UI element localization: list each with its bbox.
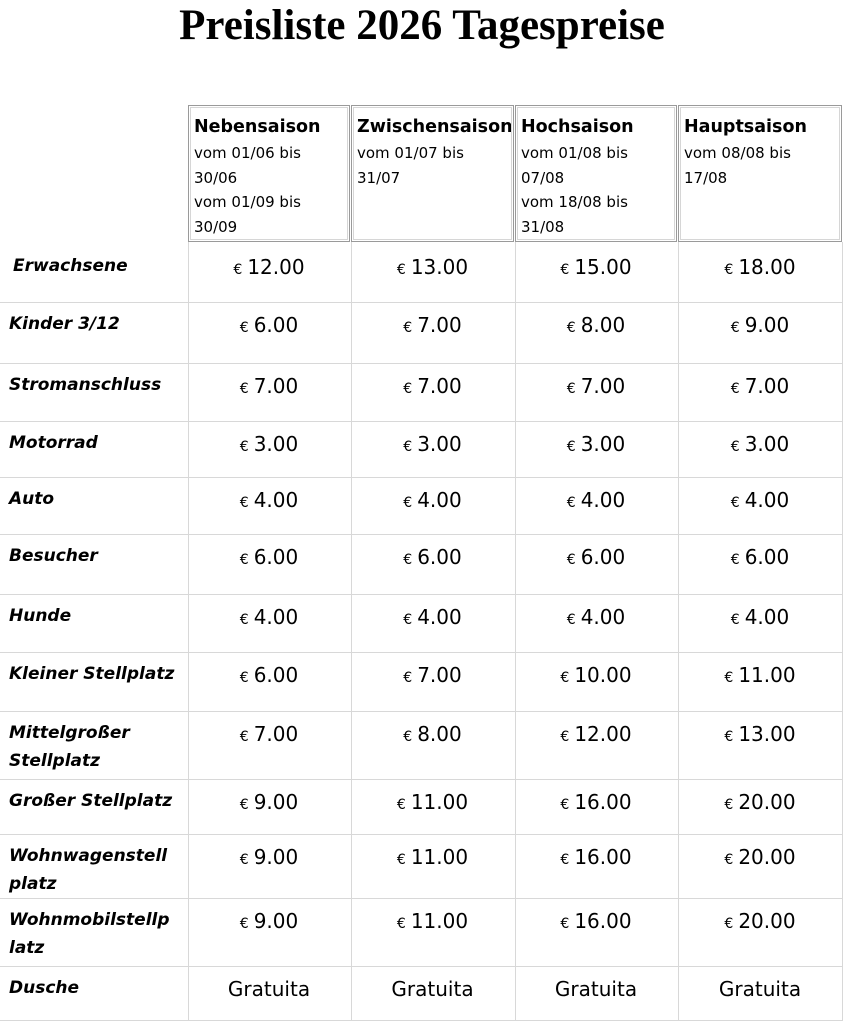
euro-sign: € (566, 439, 576, 455)
price-cell (678, 661, 842, 692)
price-cell (678, 311, 842, 342)
row-label-besucher (9, 542, 187, 570)
price-cell (188, 603, 350, 634)
grid-line (0, 779, 843, 780)
price-value: 6.00 (417, 545, 462, 569)
row-label-part: Dusche (9, 978, 80, 998)
price-value: 6.00 (253, 313, 299, 337)
euro-sign: € (403, 320, 413, 336)
price-cell (351, 975, 514, 1003)
price-cell (515, 603, 677, 634)
price-value: 3.00 (744, 432, 790, 456)
price-cell (351, 788, 514, 819)
price-value: 9.00 (253, 790, 299, 814)
euro-sign: € (566, 552, 576, 568)
season-period: vom 01/07 bis (357, 144, 464, 162)
season-period: vom 18/08 bis (521, 193, 628, 211)
price-value: 16.00 (574, 909, 632, 933)
row-label-part: Motorrad (9, 433, 98, 453)
price-cell (188, 907, 350, 938)
price-value: 7.00 (253, 374, 299, 398)
euro-sign: € (724, 670, 734, 686)
price-value: 3.00 (253, 432, 299, 456)
euro-sign: € (403, 381, 413, 397)
euro-sign: € (239, 797, 249, 813)
euro-sign: € (724, 916, 734, 932)
euro-sign: € (560, 916, 570, 932)
price-cell (351, 843, 514, 874)
euro-sign: € (560, 797, 570, 813)
euro-sign: € (566, 612, 576, 628)
euro-sign: € (396, 916, 406, 932)
price-value: 6.00 (580, 545, 626, 569)
euro-sign: € (724, 797, 734, 813)
price-value: 7.00 (580, 374, 626, 398)
price-value: 4.00 (744, 488, 790, 512)
row-label-part: Besucher (9, 546, 98, 566)
price-value: 20.00 (738, 790, 796, 814)
price-cell (188, 543, 350, 574)
price-cell (188, 486, 350, 517)
season-period: 07/08 (521, 168, 565, 187)
price-value: 6.00 (253, 663, 299, 687)
price-value: 4.00 (417, 605, 462, 629)
price-cell (188, 661, 350, 692)
price-cell (188, 720, 350, 751)
grid-line (0, 898, 843, 899)
season-period: 30/06 (194, 168, 238, 187)
euro-sign: € (566, 381, 576, 397)
price-value: 3.00 (580, 432, 626, 456)
season-header-hauptsaison (678, 105, 842, 242)
price-cell (678, 843, 842, 874)
row-label-part: Kinder 3/12 (9, 314, 120, 334)
price-cell (188, 253, 350, 284)
price-value: 11.00 (738, 663, 796, 687)
page-title: Preisliste 2026 Tagespreise (179, 2, 665, 49)
price-value: 4.00 (580, 605, 626, 629)
grid-line (0, 711, 843, 712)
price-value: 12.00 (574, 722, 632, 746)
price-cell (188, 311, 350, 342)
euro-sign: € (724, 262, 734, 278)
euro-sign: € (724, 852, 734, 868)
grid-line (0, 594, 843, 595)
row-label-hunde (9, 602, 187, 630)
euro-sign: € (239, 495, 249, 511)
euro-sign: € (730, 381, 740, 397)
price-cell (515, 975, 677, 1003)
price-value: 9.00 (253, 909, 299, 933)
grid-line (842, 242, 843, 1020)
grid-line (0, 652, 843, 653)
price-value: 4.00 (253, 488, 299, 512)
price-value: 10.00 (574, 663, 632, 687)
euro-sign: € (403, 439, 413, 455)
row-label-part: Stellplatz (9, 751, 101, 771)
euro-sign: € (233, 262, 243, 278)
row-label-part: Stromanschluss (9, 375, 162, 395)
price-cell (188, 975, 350, 1003)
row-label-erwachsene (13, 252, 191, 280)
price-value: 7.00 (253, 722, 299, 746)
price-value: 13.00 (410, 255, 469, 279)
price-value: 11.00 (410, 909, 469, 933)
row-label-mittelgroßerstellplatz (9, 719, 187, 775)
price-cell (351, 907, 514, 938)
euro-sign: € (560, 852, 570, 868)
euro-sign: € (239, 320, 249, 336)
euro-sign: € (730, 439, 740, 455)
row-label-part: Wohnmobilstellp (9, 910, 170, 930)
season-name: Nebensaison (194, 117, 321, 137)
row-label-auto (9, 485, 187, 513)
euro-sign: € (724, 729, 734, 745)
euro-sign: € (239, 552, 249, 568)
price-value: 12.00 (247, 255, 305, 279)
row-label-kinder312 (9, 310, 187, 338)
price-cell (515, 430, 677, 461)
price-value: 4.00 (580, 488, 626, 512)
price-cell (188, 430, 350, 461)
price-value: 16.00 (574, 790, 632, 814)
price-cell (515, 311, 677, 342)
euro-sign: € (396, 797, 406, 813)
row-label-part: Auto (9, 489, 55, 509)
price-value: 13.00 (738, 722, 796, 746)
euro-sign: € (730, 612, 740, 628)
season-period: 30/09 (194, 217, 238, 236)
euro-sign: € (730, 495, 740, 511)
price-cell (678, 788, 842, 819)
row-label-kleinerstellplatz (9, 660, 187, 688)
price-cell (678, 486, 842, 517)
season-period: vom 08/08 bis (684, 144, 791, 162)
season-name: Hochsaison (521, 117, 634, 137)
row-label-dusche (9, 974, 187, 1002)
price-value: Gratuita (718, 977, 802, 1001)
euro-sign: € (560, 729, 570, 745)
season-period: vom 01/08 bis (521, 144, 628, 162)
price-cell (351, 543, 514, 574)
euro-sign: € (403, 612, 413, 628)
price-cell (188, 788, 350, 819)
row-label-part: Hunde (9, 606, 72, 626)
price-value: 7.00 (744, 374, 790, 398)
euro-sign: € (239, 670, 249, 686)
row-label-part: Mittelgroßer (9, 723, 130, 743)
season-period: vom 01/09 bis (194, 193, 301, 211)
price-cell (678, 907, 842, 938)
row-label-part: Kleiner Stellplatz (9, 664, 175, 684)
price-cell (678, 253, 842, 284)
price-cell (515, 661, 677, 692)
price-cell (515, 720, 677, 751)
price-value: Gratuita (227, 977, 311, 1001)
price-cell (351, 603, 514, 634)
euro-sign: € (560, 670, 570, 686)
row-label-wohnwagenstellplatz (9, 842, 187, 898)
row-label-motorrad (9, 429, 187, 457)
price-value: 20.00 (738, 845, 796, 869)
price-value: 15.00 (574, 255, 632, 279)
grid-line (0, 477, 843, 478)
price-cell (351, 430, 514, 461)
price-value: 7.00 (417, 313, 462, 337)
grid-line (0, 966, 843, 967)
price-cell (188, 372, 350, 403)
price-value: 4.00 (417, 488, 462, 512)
price-cell (678, 430, 842, 461)
row-label-part: Großer Stellplatz (9, 791, 173, 811)
price-value: 9.00 (744, 313, 790, 337)
season-name: Hauptsaison (684, 117, 807, 137)
price-value: 7.00 (417, 663, 462, 687)
grid-line (0, 363, 843, 364)
price-cell (678, 720, 842, 751)
grid-line (0, 1020, 843, 1021)
euro-sign: € (239, 852, 249, 868)
euro-sign: € (403, 729, 413, 745)
euro-sign: € (403, 552, 413, 568)
season-period: vom 01/06 bis (194, 144, 301, 162)
season-header-zwischensaison (351, 105, 514, 242)
euro-sign: € (730, 320, 740, 336)
price-cell (351, 253, 514, 284)
price-cell (351, 372, 514, 403)
grid-line (0, 534, 843, 535)
price-value: 9.00 (253, 845, 299, 869)
price-value: Gratuita (554, 977, 638, 1001)
price-value: 8.00 (580, 313, 626, 337)
price-value: 18.00 (738, 255, 796, 279)
euro-sign: € (403, 670, 413, 686)
grid-line (0, 834, 843, 835)
price-value: 7.00 (417, 374, 462, 398)
price-value: 6.00 (744, 545, 790, 569)
price-value: 11.00 (410, 845, 469, 869)
price-cell (678, 975, 842, 1003)
euro-sign: € (396, 852, 406, 868)
row-label-part: platz (9, 874, 57, 894)
price-cell (351, 720, 514, 751)
row-label-stromanschluss (9, 371, 187, 399)
price-value: Gratuita (391, 977, 474, 1001)
row-label-part: Wohnwagenstell (9, 846, 168, 866)
euro-sign: € (396, 262, 406, 278)
price-value: 20.00 (738, 909, 796, 933)
price-value: 6.00 (253, 545, 299, 569)
price-cell (515, 543, 677, 574)
row-label-wohnmobilstellplatz (9, 906, 187, 962)
price-cell (678, 603, 842, 634)
grid-line (0, 421, 843, 422)
row-label-part: latz (9, 938, 45, 958)
euro-sign: € (239, 612, 249, 628)
euro-sign: € (566, 320, 576, 336)
euro-sign: € (239, 916, 249, 932)
season-name: Zwischensaison (357, 117, 513, 137)
price-cell (515, 372, 677, 403)
euro-sign: € (239, 729, 249, 745)
price-value: 11.00 (410, 790, 469, 814)
grid-line (0, 302, 843, 303)
price-cell (515, 843, 677, 874)
row-label-großerstellplatz (9, 787, 187, 815)
price-cell (188, 843, 350, 874)
price-cell (515, 788, 677, 819)
price-cell (351, 311, 514, 342)
price-value: 16.00 (574, 845, 632, 869)
season-period: 17/08 (684, 168, 728, 187)
season-period: 31/07 (357, 168, 401, 187)
price-cell (515, 486, 677, 517)
price-cell (351, 661, 514, 692)
price-cell (515, 907, 677, 938)
euro-sign: € (566, 495, 576, 511)
euro-sign: € (730, 552, 740, 568)
season-period: 31/08 (521, 217, 565, 236)
euro-sign: € (239, 439, 249, 455)
row-label-part: Erwachsene (13, 256, 128, 276)
season-header-nebensaison (188, 105, 350, 242)
price-cell (678, 372, 842, 403)
euro-sign: € (239, 381, 249, 397)
price-value: 4.00 (744, 605, 790, 629)
euro-sign: € (560, 262, 570, 278)
price-cell (678, 543, 842, 574)
price-value: 8.00 (417, 722, 462, 746)
season-header-hochsaison (515, 105, 677, 242)
price-value: 4.00 (253, 605, 299, 629)
price-cell (351, 486, 514, 517)
price-value: 3.00 (417, 432, 462, 456)
euro-sign: € (403, 495, 413, 511)
price-cell (515, 253, 677, 284)
